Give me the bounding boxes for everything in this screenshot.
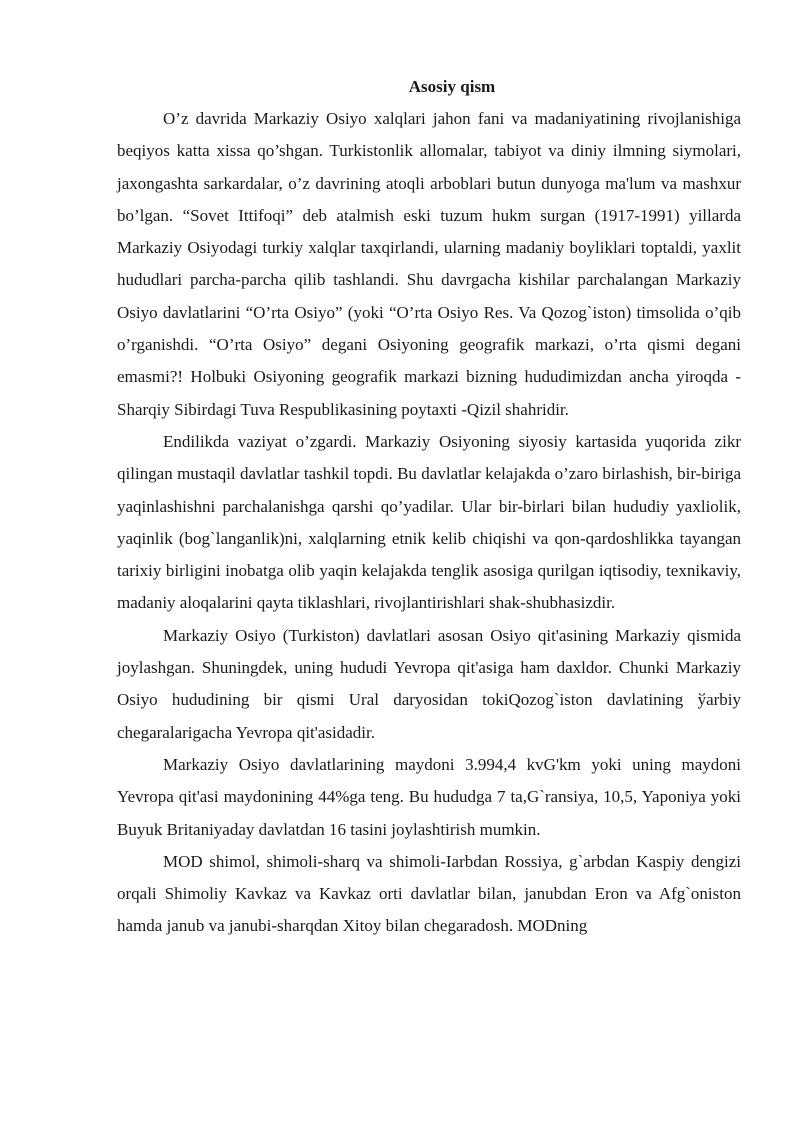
- paragraph-5: MOD shimol, shimoli-sharq va shimoli-Iarbdan Rossiya, g`arbdan Kaspiy dengizi orqali Shimoliy Kavkaz va Kavkaz orti davlatlar bilan, janubdan Eron va Afg`oniston hamda janub va janubi-sharqdan Xitoy bilan chegaradosh. MODning: [117, 851, 741, 936]
- paragraph-3: Markaziy Osiyo (Turkiston) davlatlari asosan Osiyo qit'asining Markaziy qismida joylashgan. Shuningdek, uning hududi Yevropa qit'asiga ham daxldor. Chunki Markaziy Osiyo hududining bir qismi Ural daryosidan tokiQozog`iston davlatining ўarbiy chegaralarigacha Yevropa qit'asidadir.: [117, 625, 741, 742]
- paragraph-4: Markaziy Osiyo davlatlarining maydoni 3.994,4 kvG'km yoki uning maydoni Yevropa qit'asi maydonining 44%ga teng. Bu hududga 7 ta,G`ransiya, 10,5, Yaponiya yoki Buyuk Britaniyaday davlatdan 16 tasini joylashtirish mumkin.: [117, 754, 741, 839]
- document-body: [117, 73, 741, 943]
- section-heading: Asosiy qism: [408, 77, 496, 96]
- paragraph-1: O’z davrida Markaziy Osiyo xalqlari jahon fani va madaniyatining rivojlanishiga beqiyos katta xissa qo’shgan. Turkistonlik allomalar, tabiyot va diniy ilmning siymolari, jaxongashta sarkardalar, o’z davrining atoqli arboblari butun dunyoga ma'lum va mashxur bo’lgan. “Sovet Ittifoqi” deb atalmish eski tuzum hukm surgan (1917-1991) yillarda Markaziy Osiyodagi turkiy xalqlar taxqirlandi, ularning madaniy boyliklari toptaldi, yaxlit hududlari parcha-parcha qilib tashlandi. Shu davrgacha kishilar parchalangan Markaziy Osiyo davlatlarini “O’rta Osiyo” (yoki “O’rta Osiyo Res. Va Qozog`iston) timsolida o’qib o’rganishdi. “O’rta Osiyo” degani Osiyoning geografik markazi, o’rta qismi degani emasmi?! Holbuki Osiyoning geografik markazi bizning hududimizdan ancha yiroqda - Sharqiy Sibirdagi Tuva Respublikasining poytaxti -Qizil shahridir.: [117, 109, 741, 419]
- paragraph-2: Endilikda vaziyat o’zgardi. Markaziy Osiyoning siyosiy kartasida yuqorida zikr qilingan mustaqil davlatlar tashkil topdi. Bu davlatlar kelajakda o’zaro birlashish, bir-biriga yaqinlashishni parchalanishga qarshi qo’yadilar. Ular bir-birlari bilan hududiy yaxliolik, yaqinlik (bog`langanlik)ni, xalqlarning etnik kelib chiqishi va qon-qardoshlikka tayangan tarixiy birligini inobatga olib yaqin kelajakda tenglik asosiga qurilgan iqtisodiy, texnikaviy, madaniy aloqalarini qayta tiklashlari, rivojlantirishlari shak-shubhasizdir.: [117, 431, 741, 613]
